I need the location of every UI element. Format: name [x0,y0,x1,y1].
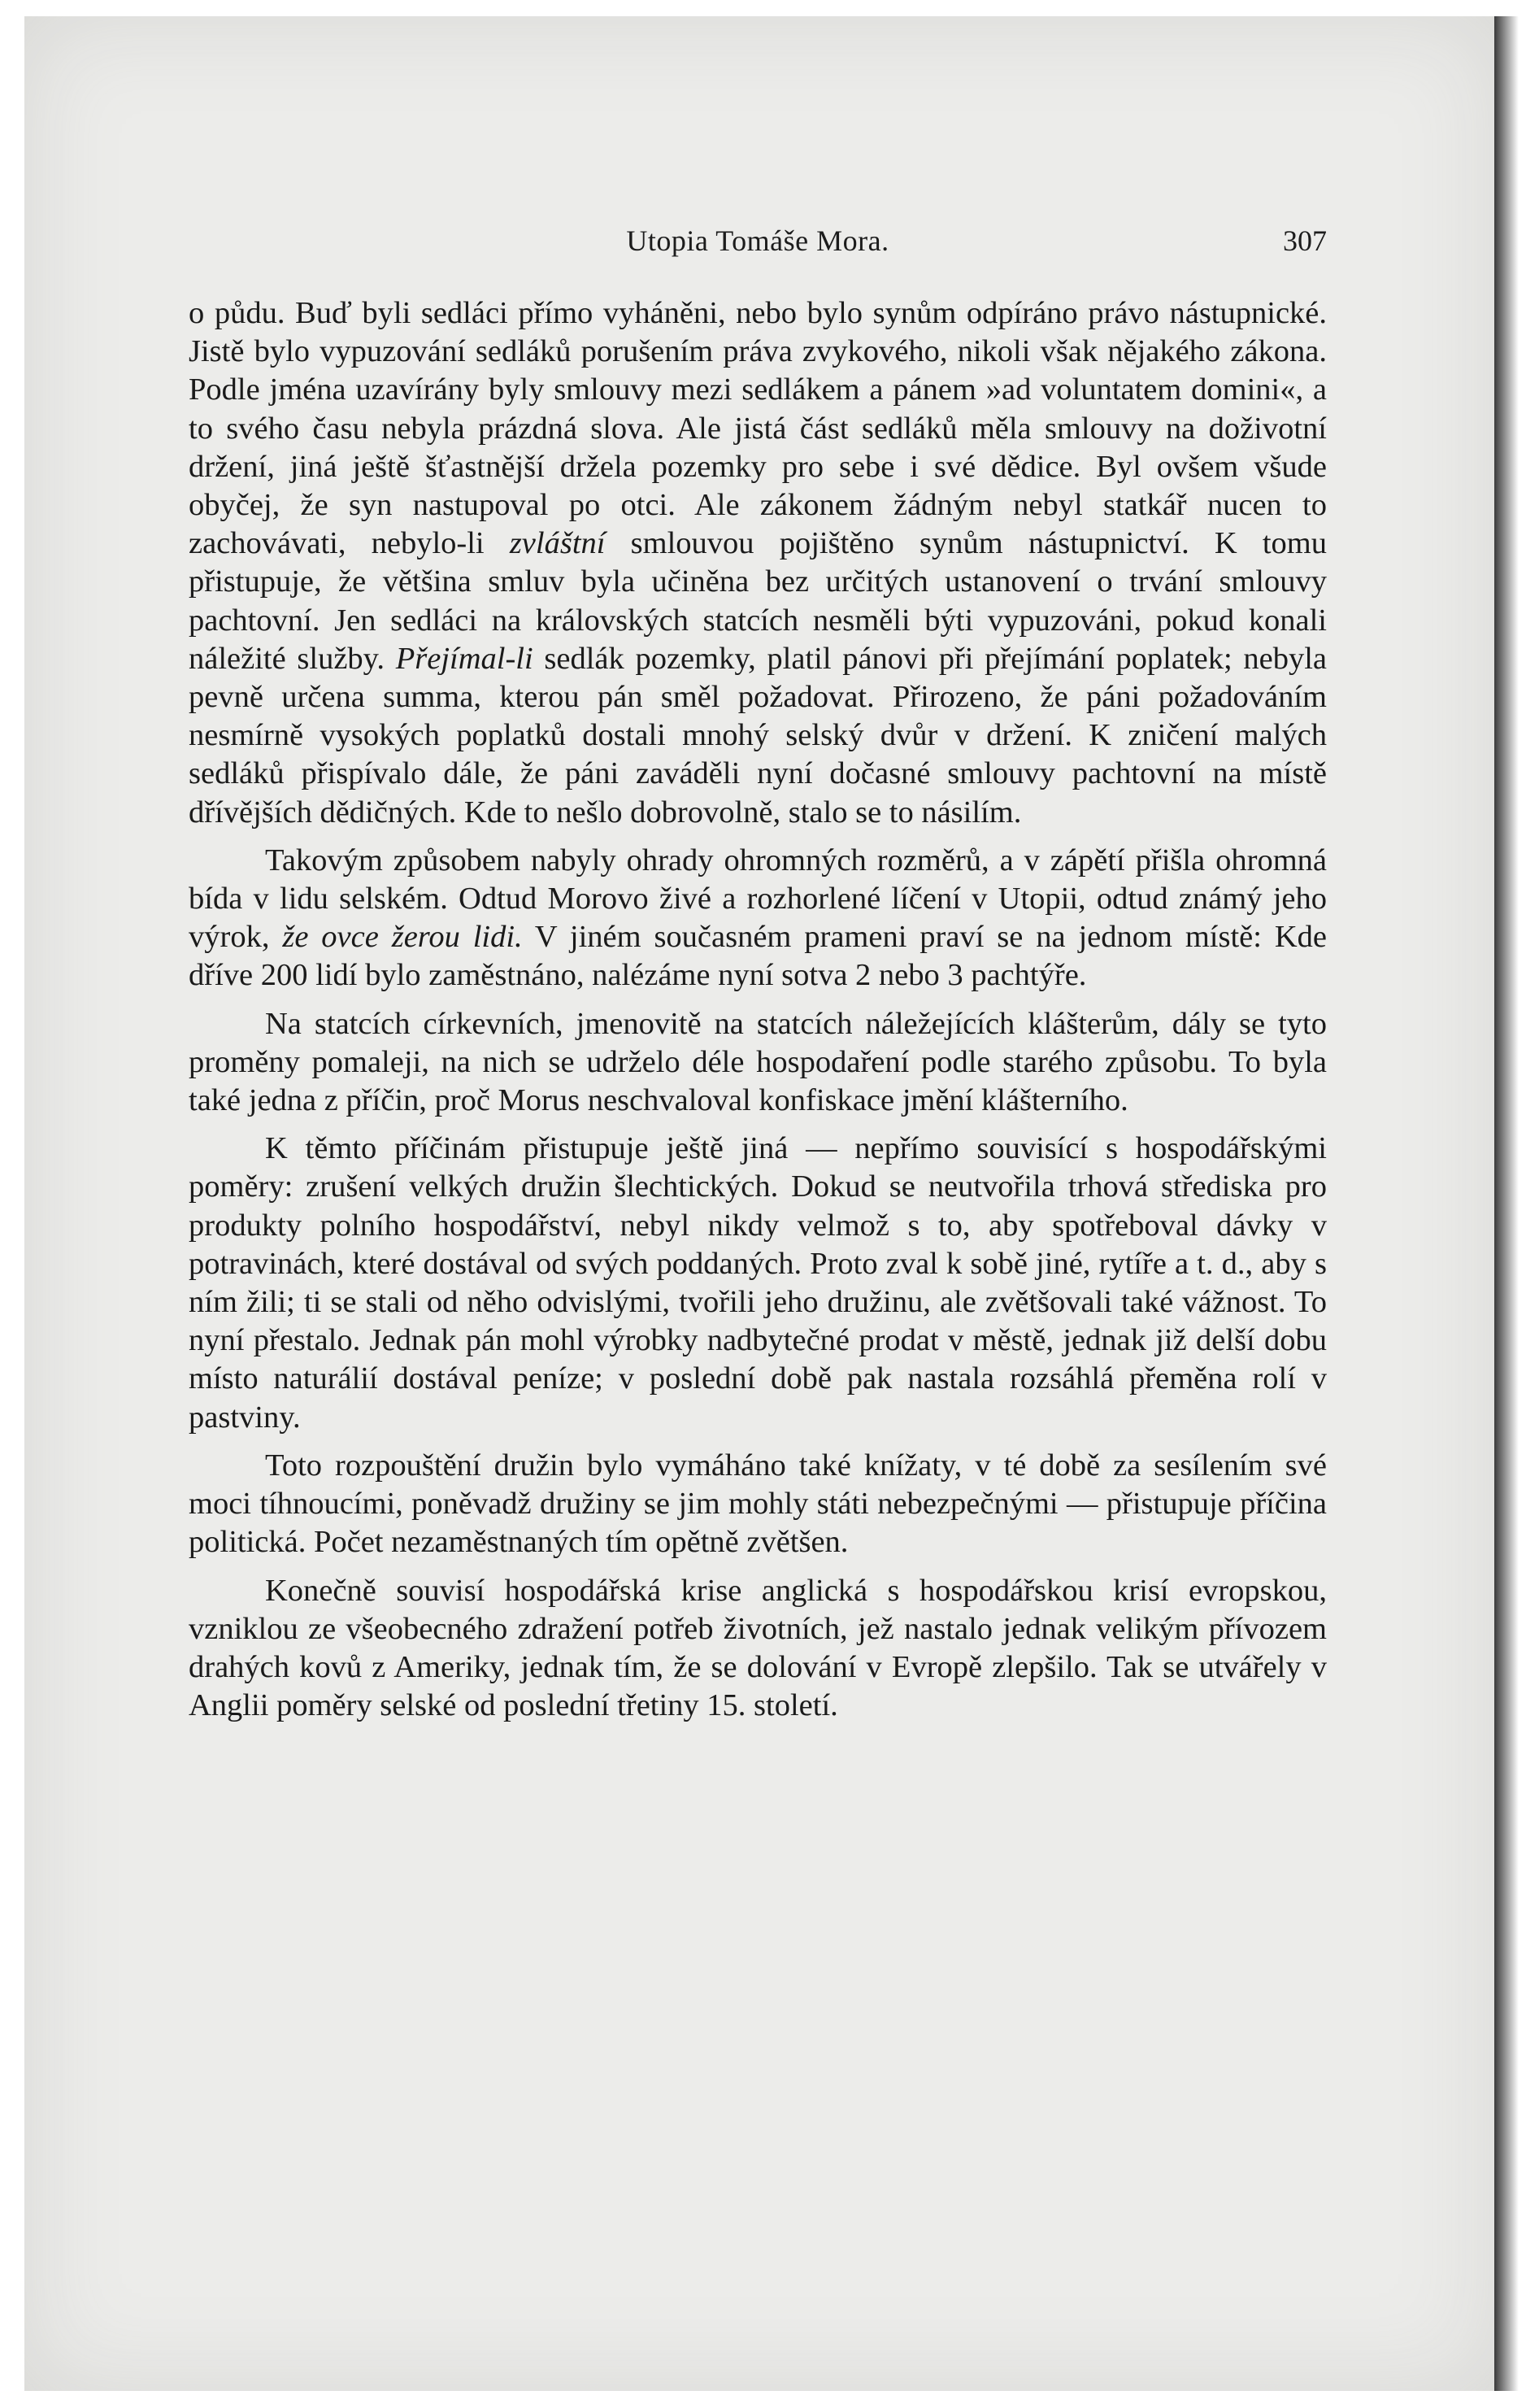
text-run: Konečně souvisí hospodářská krise anglická s hospodářskou krisí evropskou, vzniklou ze všeobecného zdražení potřeb životních, jež nastalo jednak velikým přívozem drahých kovů z Ameriky, jednak tím, že se dolování v Evropě zlepšilo. Tak se utvářely v Anglii poměry selské od poslední třetiny 15. století. [189,1573,1327,1723]
page-header [189,224,1327,264]
emphasis-text: Přejímal-li [395,641,533,676]
text-run: V jiném současném prameni praví se na jednom místě: Kde dříve 200 lidí bylo zaměstnáno, nalézáme nyní sotva 2 nebo 3 pachtýře. [189,920,1327,993]
page-number: 307 [1283,224,1327,257]
body-text [189,294,1327,1725]
text-run: o půdu. Buď byli sedláci přímo vyháněni, nebo bylo synům odpíráno právo nástupnické. Jistě bylo vypuzování sedláků porušením práva zvykového, nikoli však nějakého zákona. Podle jména uzavírány byly smlouvy mezi sedlákem a pánem »ad voluntatem domini«, a to svého času nebyla prázdná slova. Ale jistá část sedláků měla smlouvy na doživotní držení, jiná ještě šťastnější držela pozemky pro sebe i své dědice. Byl ovšem všude obyčej, že syn nastupoval po otci. Ale zákonem žádným nebyl statkář nucen to zachovávati, nebylo-li [189,296,1327,561]
text-run: K těmto příčinám přistupuje ještě jiná — nepřímo souvisící s hospodářskými poměry: zrušení velkých družin šlechtických. Dokud se neutvořila trhová střediska pro produkty polního hospodářství, nebyl nikdy velmož s to, aby spotřeboval dávky v potravinách, které dostával od svých poddaných. Proto zval k sobě jiné, rytíře a t. d., aby s ním žili; ti se stali od něho odvislými, tvořili jeho družinu, ale zvětšovali také vážnost. To nyní přestalo. Jednak pán mohl výrobky nadbytečné prodat v městě, jednak již delší dobu místo naturálií dostával peníze; v poslední době pak nastala rozsáhlá přeměna rolí v pastviny. [189,1131,1327,1435]
paragraph [189,1130,1327,1437]
running-title: Utopia Tomáše Mora. [626,224,889,257]
paragraph [189,294,1327,832]
paragraph [189,1447,1327,1562]
emphasis-text: že ovce žerou lidi. [282,920,523,955]
emphasis-text: zvláštní [509,526,606,561]
text-run: Takovým způsobem nabyly ohrady ohromných rozměrů, a v zápětí přišla ohromná bída v lidu selském. Odtud Morovo živé a rozhorlené líčení v Utopii, odtud známý jeho výrok, [189,843,1327,955]
text-run: smlouvou pojištěno synům nástupnictví. K tomu přistupuje, že většina smluv byla učiněna bez určitých ustanovení o trvání smlouvy pachtovní. Jen sedláci na královských statcích nesměli býti vypuzováni, pokud konali náležité služby. [189,526,1327,676]
text-run: Na statcích církevních, jmenovitě na statcích náležejících klášterům, dály se tyto proměny pomaleji, na nich se udrželo déle hospodaření podle starého způsobu. To byla také jedna z příčin, proč Morus neschvaloval konfiskace jmění klášterního. [189,1006,1327,1118]
text-run: sedlák pozemky, platil pánovi při přejímání poplatek; nebyla pevně určena summa, kterou pán směl požadovat. Přirozeno, že páni požadováním nesmírně vysokých poplatků dostali mnohý selský dvůr v držení. K zničení malých sedláků přispívalo dále, že páni zaváděli nyní dočasné smlouvy pachtovní na místě dřívějších dědičných. Kde to nešlo dobrovolně, stalo se to násilím. [189,641,1327,830]
text-run: Toto rozpouštění družin bylo vymáháno také knížaty, v té době za sesílením své moci tíhnoucími, poněvadž družiny se jim mohly státi nebezpečnými — přistupuje příčina politická. Počet nezaměstnaných tím opětně zvětšen. [189,1448,1327,1560]
paragraph [189,1572,1327,1726]
paragraph [189,842,1327,995]
page-edge-shadow [1494,16,1519,2391]
paragraph [189,1005,1327,1121]
